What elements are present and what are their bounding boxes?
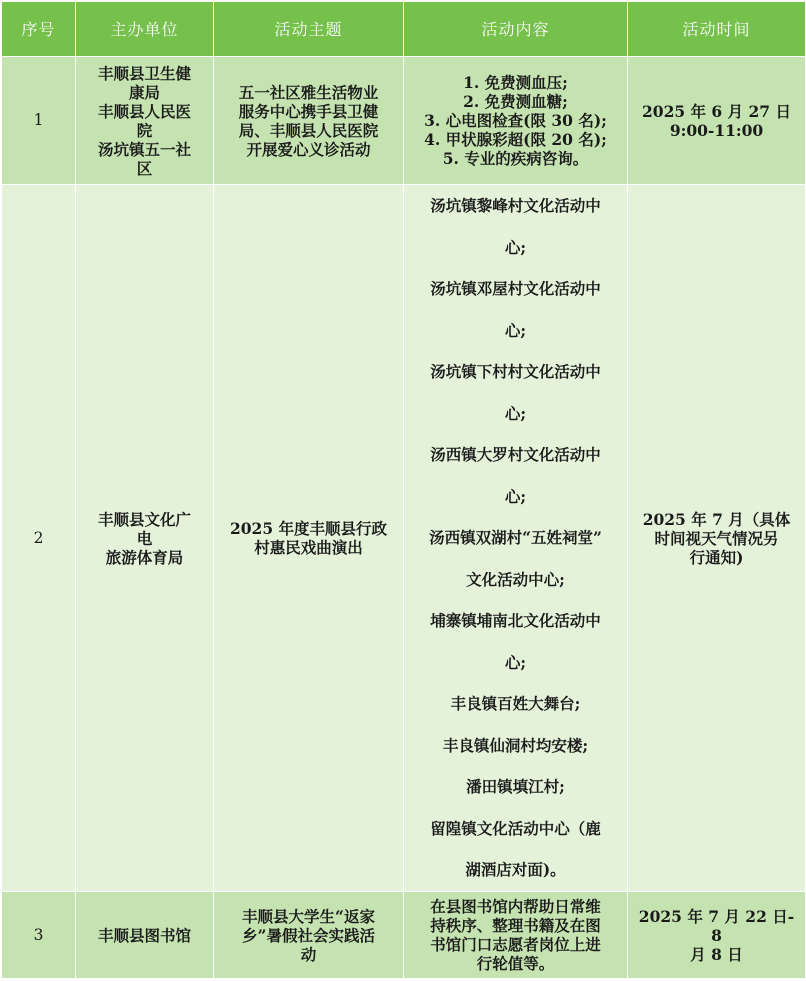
- table-header-row: [2, 2, 806, 57]
- theme-line: 服务中心携手县卫健: [238, 101, 379, 121]
- row-index: 3: [2, 892, 76, 979]
- theme-cell: [214, 57, 404, 185]
- content-line: 4. 甲状腺彩超(限 20 名);: [424, 130, 607, 149]
- content-line: 1. 免费测血压;: [463, 73, 568, 92]
- venue-line: 心;: [504, 652, 527, 672]
- venue-line: 汤西镇双湖村“五姓祠堂”: [429, 528, 602, 548]
- organizer-line: 康局: [128, 82, 160, 102]
- time-line: 9:00-11:00: [669, 120, 764, 140]
- organizer-line: 丰顺县卫生健: [97, 63, 191, 83]
- venue-line: 文化活动中心;: [466, 569, 565, 589]
- venue-line: 心;: [504, 486, 527, 506]
- theme-line: 局、丰顺县人民医院: [238, 120, 379, 140]
- organizer-line: 旅游体育局: [105, 547, 184, 567]
- venue-line: 丰良镇仙洞村均安楼;: [442, 735, 589, 755]
- content-line: 在县图书馆内帮助日常维: [430, 897, 601, 916]
- venue-line: 心;: [504, 403, 527, 423]
- venue-line: 汤坑镇邓屋村文化活动中: [430, 279, 601, 299]
- row-index: 1: [2, 57, 76, 185]
- header-time: 活动时间: [628, 2, 806, 57]
- venue-line: 心;: [504, 237, 527, 257]
- content-line: 3. 心电图检查(限 30 名);: [424, 111, 607, 130]
- table-row: [2, 185, 806, 892]
- content-line: 2. 免费测血糖;: [463, 92, 568, 111]
- theme-cell: [214, 185, 404, 892]
- theme-line: 2025 年度丰顺县行政: [229, 519, 388, 538]
- time-line: 时间视天气情况另: [654, 528, 779, 548]
- organizer-line: 电: [136, 528, 153, 548]
- venue-line: 潘田镇填江村;: [466, 777, 565, 797]
- content-line: 行轮值等。: [476, 954, 555, 973]
- organizer-line: 汤坑镇五一社: [97, 139, 191, 159]
- organizer-line: 丰顺县文化广: [97, 509, 191, 529]
- time-line: 行通知): [689, 547, 744, 567]
- content-line: 书馆门口志愿者岗位上进: [430, 935, 601, 954]
- organizer-line: 院: [136, 120, 153, 140]
- activity-schedule-table: [1, 1, 806, 979]
- organizer-line: 区: [136, 158, 153, 178]
- organizer-line: 丰顺县图书馆: [97, 925, 191, 945]
- theme-line: 开展爱心义诊活动: [246, 139, 371, 159]
- time-line: 2025 年 6 月 27 日: [642, 101, 791, 121]
- organizer-line: 丰顺县人民医: [97, 101, 191, 121]
- organizer-cell: [76, 57, 214, 185]
- theme-line: 村惠民戏曲演出: [254, 538, 363, 557]
- time-line: 2025 年 7 月（具体: [642, 509, 791, 529]
- venue-line: 丰良镇百姓大舞台;: [450, 694, 581, 714]
- theme-line: 丰顺县大学生“返家: [242, 906, 375, 926]
- time-line: 月 8 日: [690, 944, 743, 964]
- time-cell: [628, 57, 806, 185]
- time-line: 2025 年 7 月 22 日-8: [638, 906, 795, 945]
- theme-line: 动: [300, 944, 317, 964]
- header-organizer: 主办单位: [76, 2, 214, 57]
- time-cell: [628, 892, 806, 979]
- header-content: 活动内容: [404, 2, 628, 57]
- content-cell: [404, 57, 628, 185]
- theme-line: 五一社区雅生活物业: [238, 82, 379, 102]
- row-index: 2: [2, 185, 76, 892]
- theme-line: 乡”暑假社会实践活: [242, 925, 375, 945]
- venue-line: 汤西镇大罗村文化活动中: [430, 445, 601, 465]
- theme-cell: [214, 892, 404, 979]
- venue-line: 心;: [504, 320, 527, 340]
- content-cell: [404, 185, 628, 892]
- header-theme: 活动主题: [214, 2, 404, 57]
- table-row: [2, 57, 806, 185]
- venue-line: 汤坑镇下村村文化活动中: [430, 362, 601, 382]
- table-row: [2, 892, 806, 979]
- content-cell: [404, 892, 628, 979]
- venue-line: 留隍镇文化活动中心（鹿: [430, 818, 601, 838]
- organizer-cell: [76, 892, 214, 979]
- content-line: 5. 专业的疾病咨询。: [442, 149, 589, 168]
- organizer-cell: [76, 185, 214, 892]
- time-cell: [628, 185, 806, 892]
- venue-line: 埔寨镇埔南北文化活动中: [430, 611, 601, 631]
- venue-line: 湖酒店对面)。: [465, 860, 566, 880]
- content-line: 持秩序、整理书籍及在图: [430, 916, 601, 935]
- header-index: 序号: [2, 2, 76, 57]
- venue-line: 汤坑镇黎峰村文化活动中: [430, 196, 601, 216]
